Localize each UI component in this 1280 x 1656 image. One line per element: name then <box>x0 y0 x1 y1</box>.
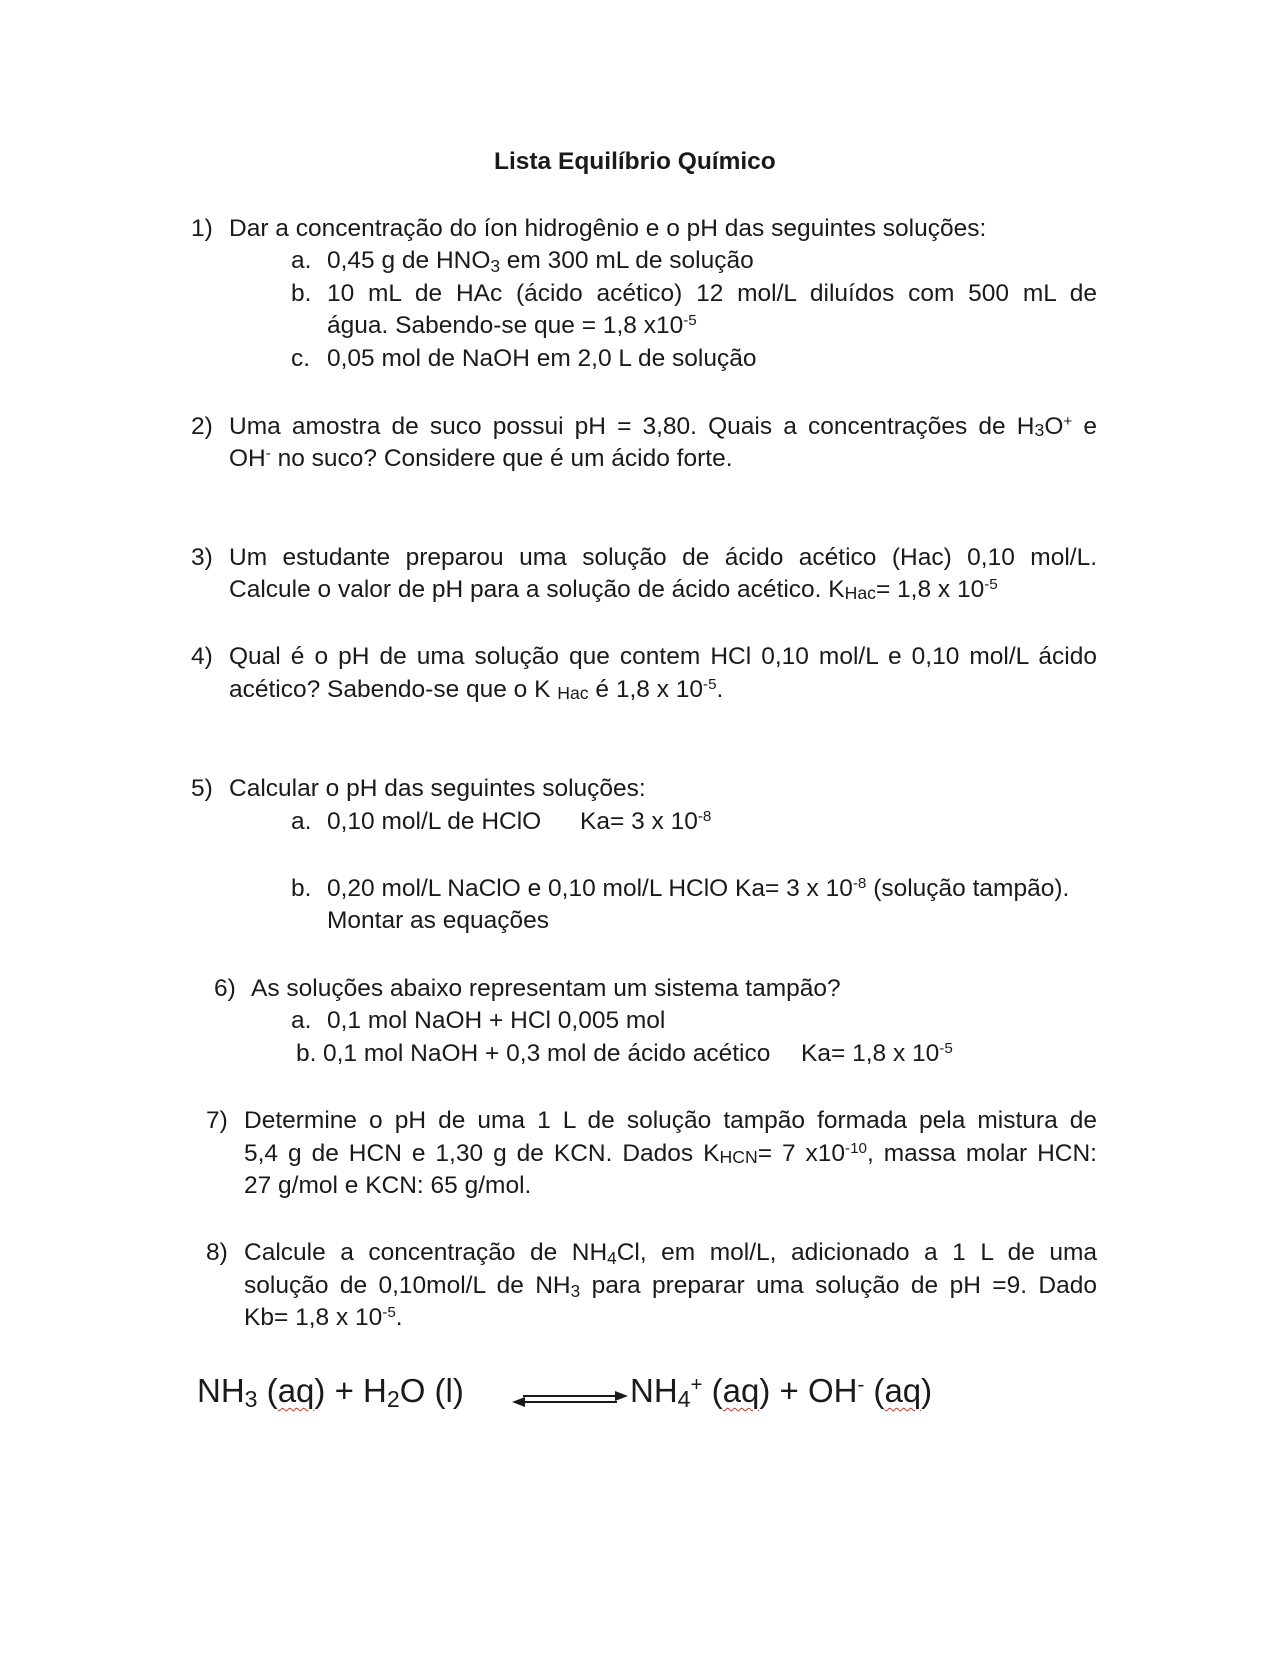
q5a-label: a. <box>291 808 312 835</box>
q4-number: 4) <box>191 643 213 670</box>
q8-number: 8) <box>206 1239 228 1266</box>
q6a-text: 0,1 mol NaOH + HCl 0,005 mol <box>327 1007 666 1034</box>
q8-line3: Kb= 1,8 x $10^{-5}$. <box>244 1303 403 1331</box>
q1c-text: 0,05 mol de NaOH em 2,0 L de solução <box>327 345 757 372</box>
q8-line2: solução de 0,10mol/L de $NH_3$ para preparar uma solução de pH =9. Dado <box>244 1272 1097 1301</box>
q5-text: Calcular o pH das seguintes soluções: <box>229 775 646 802</box>
q2-number: 2) <box>191 413 213 440</box>
equilibrium-arrow-icon <box>511 1387 629 1411</box>
q5a-compound: 0,10 mol/L de HClO <box>327 808 542 835</box>
q5-number: 5) <box>191 775 213 802</box>
q5b-line2: Montar as equações <box>327 907 549 934</box>
q4-line2: acético? Sabendo-se que o K Hac é 1,8 x $10^{-5}$. <box>229 675 724 703</box>
q3-line1: Um estudante preparou uma solução de ácido acético (Hac) 0,10 mol/L. <box>229 544 1097 571</box>
q6b-label: b. <box>296 1040 317 1067</box>
q7-line3: 27 g/mol e KCN: 65 g/mol. <box>244 1172 532 1199</box>
equation-reactants: $NH_3$ $(aq) + H_2O$ (l) <box>197 1372 464 1413</box>
q7-line1: Determine o pH de uma 1 L de solução tampão formada pela mistura de <box>244 1107 1097 1134</box>
q2-line1: Uma amostra de suco possui pH = 3,80. Quais a concentrações de H3O+ e <box>229 412 1097 440</box>
q6b-text: 0,1 mol NaOH + 0,3 mol de ácido acético <box>323 1040 771 1067</box>
q1b-line1: 10 mL de HAc (ácido acético) 12 mol/L diluídos com 500 mL de <box>327 280 1097 307</box>
q1b-label: b. <box>291 280 312 307</box>
q5b-label: b. <box>291 875 312 902</box>
q6-text: As soluções abaixo representam um sistema tampão? <box>251 975 841 1002</box>
q1c-label: c. <box>291 345 311 372</box>
equation-products: $NH_4^+$ (aq) + OH- (aq) <box>630 1372 933 1413</box>
q1b-line2: água. Sabendo-se que = 1,8 $x10^{-5}$ <box>327 311 697 339</box>
q1a-text: 0,45 g de $HNO_3$ em 300 mL de solução <box>327 247 754 276</box>
q2-line2: OH- no suco? Considere que é um ácido forte. <box>229 444 733 472</box>
q1a-label: a. <box>291 247 312 274</box>
q5a-ka: Ka= 3 x $10^{-8}$ <box>580 807 712 835</box>
q6b-ka: Ka= 1,8 x $10^{-5}$ <box>801 1039 953 1067</box>
q1-text: Dar a concentração do íon hidrogênio e o pH das seguintes soluções: <box>229 215 987 242</box>
q4-line1: Qual é o pH de uma solução que contem HCl 0,10 mol/L e 0,10 mol/L ácido <box>229 643 1097 670</box>
q7-number: 7) <box>206 1107 228 1134</box>
q3-line2: Calcule o valor de pH para a solução de ácido acético. KHac= 1,8 x $10^{-5}$ <box>229 575 998 603</box>
q6-number: 6) <box>214 975 236 1002</box>
page-title: Lista Equilíbrio Químico <box>494 148 776 175</box>
q5b-line1: 0,20 mol/L NaClO e 0,10 mol/L HClO Ka= 3 x $10^{-8}$ (solução tampão). <box>327 874 1070 902</box>
q7-line2: 5,4 g de HCN e 1,30 g de KCN. Dados KHCN= 7 $x10^{-10}$, massa molar HCN: <box>244 1139 1097 1167</box>
q6a-label: a. <box>291 1007 312 1034</box>
q1-number: 1) <box>191 215 213 242</box>
q3-number: 3) <box>191 544 213 571</box>
q8-line1: Calcule a concentração de $NH_4Cl$, em mol/L, adicionado a 1 L de uma <box>244 1239 1098 1268</box>
